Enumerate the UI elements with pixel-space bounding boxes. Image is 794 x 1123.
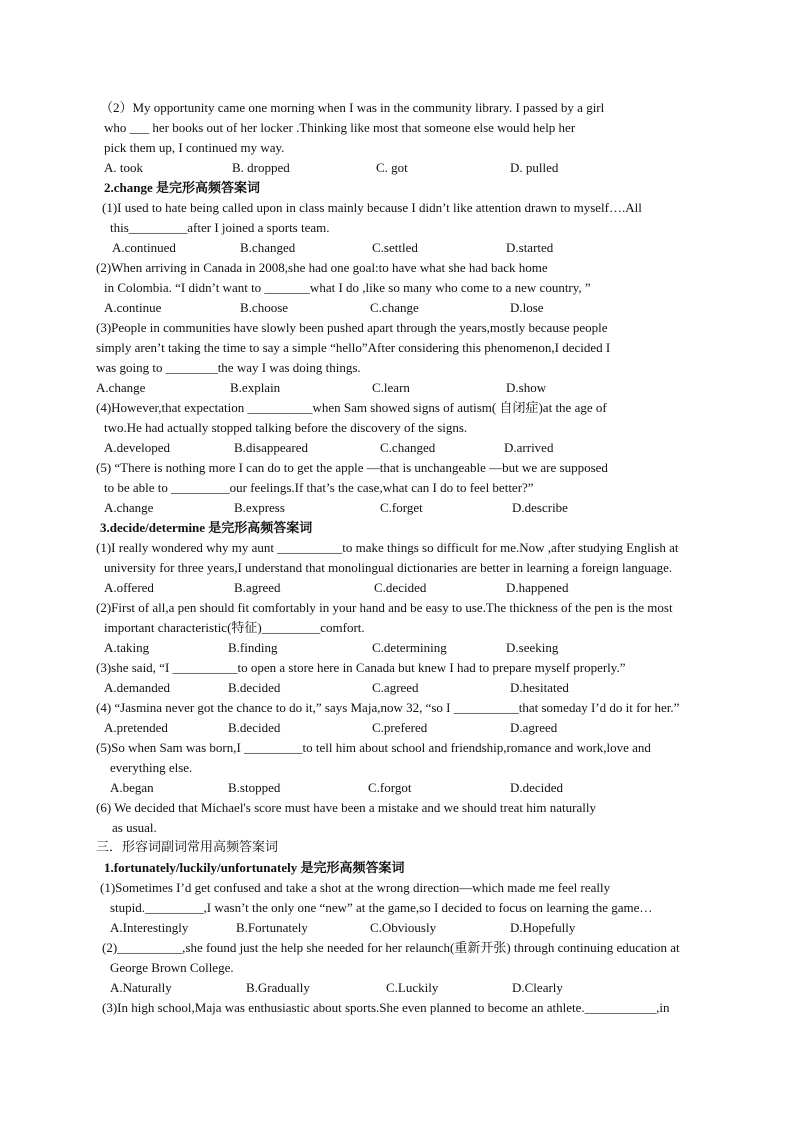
question-text-line: who ___ her books out of her locker .Thinking like most that someone else would help her xyxy=(104,120,576,135)
answer-option: C.prefered xyxy=(372,720,428,735)
question-text-line: （2）My opportunity came one morning when I was in the community library. I passed by a girl xyxy=(100,100,605,115)
answer-option: A.Interestingly xyxy=(110,920,189,935)
answer-option: C.forget xyxy=(380,500,423,515)
question-text-line: (2)When arriving in Canada in 2008,she had one goal:to have what she had back home xyxy=(96,260,548,275)
answer-option: B.agreed xyxy=(234,580,281,595)
answer-option: A.began xyxy=(110,780,154,795)
question-text-line: (2)__________,she found just the help she needed for her relaunch(重新开张) through continuing education at xyxy=(102,940,680,955)
answer-option: A.continued xyxy=(112,240,176,255)
answer-option: B.stopped xyxy=(228,780,281,795)
answer-option: D.lose xyxy=(510,300,544,315)
answer-option: A.taking xyxy=(104,640,150,655)
question-text-line: everything else. xyxy=(110,760,193,775)
question-text-line: (5)So when Sam was born,I _________to tell him about school and friendship,romance and work,love and xyxy=(96,740,651,755)
question-text-line: two.He had actually stopped talking before the discovery of the signs. xyxy=(104,420,468,435)
question-text-line: was going to ________the way I was doing things. xyxy=(96,360,361,375)
question-text-line: George Brown College. xyxy=(110,960,234,975)
answer-option: A.change xyxy=(96,380,146,395)
answer-option: D. pulled xyxy=(510,160,559,175)
section-heading: 2.change 是完形高频答案词 xyxy=(104,180,261,195)
answer-option: D.started xyxy=(506,240,554,255)
question-text-line: pick them up, I continued my way. xyxy=(104,140,285,155)
answer-option: D.Hopefully xyxy=(510,920,576,935)
question-text-line: university for three years,I understand that monolingual dictionaries are better in learning a foreign language. xyxy=(104,560,673,575)
answer-option: B.explain xyxy=(230,380,281,395)
answer-option: A.pretended xyxy=(104,720,168,735)
section-heading: 三．形容词副词常用高频答案词 xyxy=(96,840,279,855)
question-text-line: (3)People in communities have slowly been pushed apart through the years,mostly because people xyxy=(96,320,608,335)
answer-option: A.change xyxy=(104,500,154,515)
section-heading: 3.decide/determine 是完形高频答案词 xyxy=(100,520,313,535)
answer-option: C. got xyxy=(376,160,408,175)
question-text-line: (3)In high school,Maja was enthusiastic about sports.She even planned to become an athlete.___________,in xyxy=(102,1000,670,1015)
answer-option: D.hesitated xyxy=(510,680,569,695)
question-text-line: (1)I really wondered why my aunt __________to make things so difficult for me.Now ,after studying English at xyxy=(96,540,679,555)
question-text-line: this_________after I joined a sports team. xyxy=(110,220,330,235)
question-text-line: (4)However,that expectation __________when Sam showed signs of autism( 自闭症)at the age of xyxy=(96,400,607,415)
answer-option: B.Gradually xyxy=(246,980,310,995)
answer-option: B.decided xyxy=(228,680,281,695)
answer-option: D.seeking xyxy=(506,640,559,655)
answer-option: C.Obviously xyxy=(370,920,437,935)
answer-option: C.forgot xyxy=(368,780,412,795)
answer-option: C.decided xyxy=(374,580,427,595)
answer-option: B. dropped xyxy=(232,160,290,175)
answer-option: C.Luckily xyxy=(386,980,439,995)
answer-option: C.settled xyxy=(372,240,418,255)
answer-option: B.Fortunately xyxy=(236,920,308,935)
answer-option: D.Clearly xyxy=(512,980,563,995)
answer-option: B.disappeared xyxy=(234,440,309,455)
question-text-line: in Colombia. “I didn’t want to _______what I do ,like so many who come to a new country, ” xyxy=(104,280,591,295)
answer-option: C.learn xyxy=(372,380,410,395)
answer-option: A.demanded xyxy=(104,680,171,695)
answer-option: A.developed xyxy=(104,440,171,455)
answer-option: C.change xyxy=(370,300,419,315)
answer-option: A.offered xyxy=(104,580,154,595)
answer-option: B.choose xyxy=(240,300,289,315)
answer-option: B.decided xyxy=(228,720,281,735)
question-text-line: (2)First of all,a pen should fit comfortably in your hand and be easy to use.The thickness of the pen is the most xyxy=(96,600,673,615)
answer-option: D.arrived xyxy=(504,440,554,455)
question-text-line: simply aren’t taking the time to say a simple “hello”After considering this phenomenon,I decided I xyxy=(96,340,611,355)
question-text-line: stupid._________,I wasn’t the only one “new” at the game,so I decided to focus on learning the game… xyxy=(110,900,653,915)
question-text-line: as usual. xyxy=(112,820,157,835)
answer-option: D.describe xyxy=(512,500,568,515)
question-text-line: (4) “Jasmina never got the chance to do it,” says Maja,now 32, “so I __________that someday I’d do it for her.” xyxy=(96,700,680,715)
answer-option: C.agreed xyxy=(372,680,419,695)
question-text-line: (1)I used to hate being called upon in class mainly because I didn’t like attention drawn to myself….All xyxy=(102,200,642,215)
answer-option: A. took xyxy=(104,160,143,175)
answer-option: C.determining xyxy=(372,640,447,655)
question-text-line: (3)she said, “I __________to open a store here in Canada but knew I had to prepare myself properly.” xyxy=(96,660,626,675)
question-text-line: (1)Sometimes I’d get confused and take a shot at the wrong direction—which made me feel really xyxy=(100,880,611,895)
answer-option: B.finding xyxy=(228,640,278,655)
answer-option: D.decided xyxy=(510,780,564,795)
question-text-line: (5) “There is nothing more I can do to get the apple —that is unchangeable —but we are supposed xyxy=(96,460,608,475)
answer-option: A.continue xyxy=(104,300,162,315)
answer-option: D.show xyxy=(506,380,547,395)
question-text-line: to be able to _________our feelings.If that’s the case,what can I do to feel better?” xyxy=(104,480,534,495)
section-heading: 1.fortunately/luckily/unfortunately 是完形高频答案词 xyxy=(104,860,405,875)
answer-option: B.express xyxy=(234,500,285,515)
answer-option: B.changed xyxy=(240,240,296,255)
question-text-line: important characteristic(特征)_________comfort. xyxy=(104,620,365,635)
answer-option: D.happened xyxy=(506,580,569,595)
answer-option: D.agreed xyxy=(510,720,558,735)
answer-option: A.Naturally xyxy=(110,980,172,995)
question-text-line: (6) We decided that Michael's score must have been a mistake and we should treat him naturally xyxy=(96,800,596,815)
answer-option: C.changed xyxy=(380,440,436,455)
